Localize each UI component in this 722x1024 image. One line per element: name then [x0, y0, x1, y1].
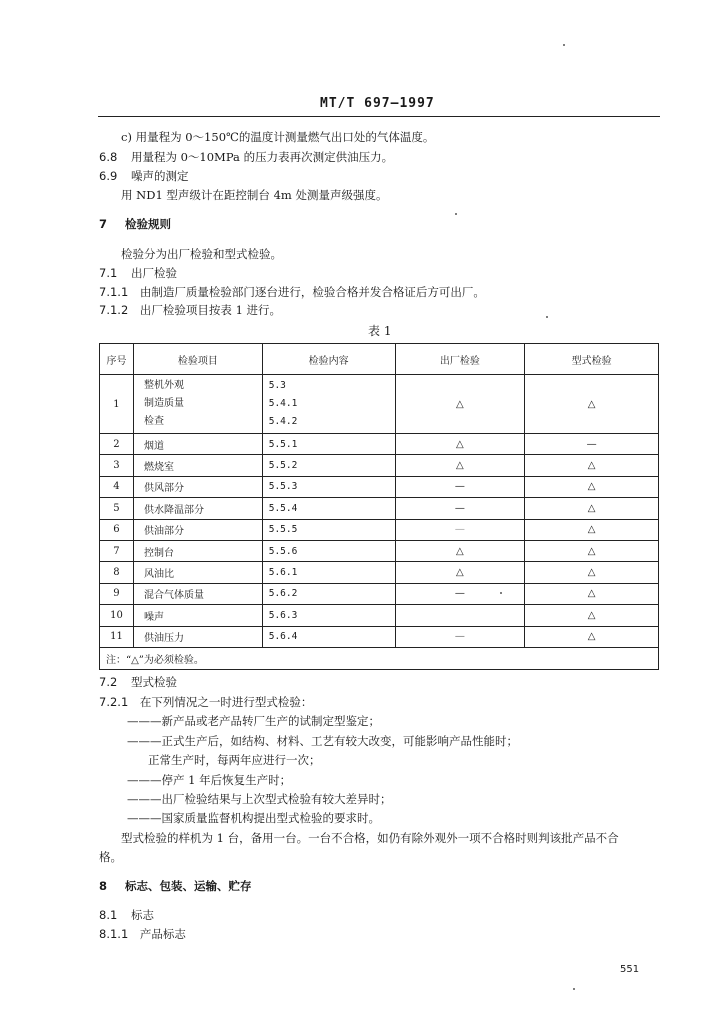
row-no: 1 [100, 375, 134, 434]
table-row [100, 605, 659, 626]
scan-speck [455, 213, 457, 215]
scan-speck [546, 316, 548, 318]
header-type-inspection: 型式检验 [525, 344, 659, 375]
row-ref: 5.5.1 [262, 434, 395, 455]
row-items [133, 375, 262, 434]
clause-text: 由制造厂质量检验部门逐台进行，检验合格并发合格证后方可出厂。 [139, 285, 485, 299]
scan-speck [573, 988, 575, 990]
row-ref: 5.4.2 [268, 416, 298, 427]
row-factory-mark [395, 605, 525, 626]
inspection-table [99, 343, 659, 670]
row-item: 供油压力 [133, 626, 262, 647]
row-type-mark: △ [525, 583, 659, 604]
standard-code-header: MT/T 697—1997 [320, 96, 435, 111]
table-row [100, 562, 659, 583]
header-content: 检验内容 [262, 344, 395, 375]
clause-text: 出厂检验 [130, 266, 177, 280]
row-no: 7 [100, 540, 134, 561]
row-item: 控制台 [133, 540, 262, 561]
scan-speck [563, 44, 565, 46]
clause-number: 7.2 [99, 675, 118, 689]
table-row [100, 476, 659, 497]
section-number: 8 [99, 879, 108, 893]
row-factory-mark: △ [395, 434, 525, 455]
row-factory-mark: — [395, 519, 525, 540]
row-ref: 5.6.2 [262, 583, 395, 604]
clause-number: 6.9 [99, 169, 118, 183]
scan-speck [500, 592, 502, 594]
page-number: 551 [620, 964, 640, 975]
row-factory-mark: — [395, 583, 525, 604]
row-no: 4 [100, 476, 134, 497]
row-factory-mark: △ [395, 540, 525, 561]
row-item: 供水降温部分 [133, 498, 262, 519]
row-item: 风油比 [133, 562, 262, 583]
row-no: 11 [100, 626, 134, 647]
row-item: 整机外观 [143, 380, 184, 391]
row-type-mark: △ [525, 605, 659, 626]
row-ref: 5.6.3 [262, 605, 395, 626]
clause-text: 噪声的测定 [130, 169, 189, 183]
clause-number: 7.1.2 [99, 303, 129, 317]
clause-number: 8.1 [99, 908, 118, 922]
clause-number: 7.1.1 [99, 285, 129, 299]
row-item: 混合气体质量 [133, 583, 262, 604]
row-no: 8 [100, 562, 134, 583]
row-factory-mark: △ [395, 375, 525, 434]
clause-7-1-2 [99, 302, 281, 318]
section-title: 标志、包装、运输、贮存 [125, 879, 252, 893]
row-no: 9 [100, 583, 134, 604]
row-ref: 5.6.4 [262, 626, 395, 647]
row-type-mark: — [525, 434, 659, 455]
table-note-row [100, 647, 659, 669]
section-number: 7 [99, 217, 108, 231]
table-row [100, 540, 659, 561]
row-item: 噪声 [133, 605, 262, 626]
section-7-heading [99, 216, 171, 232]
para-7-2-sample-end: 格。 [99, 850, 122, 864]
row-ref: 5.3 [268, 380, 286, 391]
clause-8-1-1 [99, 926, 186, 942]
clause-text: 在下列情况之一时进行型式检验： [139, 695, 313, 709]
para-7-2-sample: 型式检验的样机为 1 台，备用一台。一台不合格，如仍有除外观外一项不合格时则判该批产品不合 [121, 831, 619, 845]
para-6-7-c: c) 用量程为 0～150℃的温度计测量燃气出口处的气体温度。 [121, 130, 435, 144]
row-factory-mark: — [395, 476, 525, 497]
header-item: 检验项目 [133, 344, 262, 375]
row-ref: 5.5.6 [262, 540, 395, 561]
list-item: ———新产品或老产品转厂生产的试制定型鉴定； [127, 714, 380, 728]
para-7-intro: 检验分为出厂检验和型式检验。 [121, 247, 282, 261]
row-item: 供油部分 [133, 519, 262, 540]
list-item: ———正式生产后，如结构、材料、工艺有较大改变，可能影响产品性能时； [127, 734, 518, 748]
row-item: 烟道 [133, 434, 262, 455]
clause-7-1 [99, 265, 177, 281]
list-item-continuation: 正常生产时，每两年应进行一次； [148, 753, 321, 767]
clause-text: 型式检验 [130, 675, 177, 689]
clause-number: 8.1.1 [99, 927, 129, 941]
row-type-mark: △ [525, 626, 659, 647]
row-ref: 5.5.4 [262, 498, 395, 519]
list-item: ———出厂检验结果与上次型式检验有较大差异时； [127, 792, 392, 806]
row-factory-mark: — [395, 626, 525, 647]
row-type-mark: △ [525, 540, 659, 561]
row-no: 10 [100, 605, 134, 626]
header-no: 序号 [100, 344, 134, 375]
table-row [100, 375, 659, 434]
row-type-mark: △ [525, 455, 659, 476]
row-no: 6 [100, 519, 134, 540]
list-item: ———停产 1 年后恢复生产时； [127, 773, 292, 787]
row-item: 燃烧室 [133, 455, 262, 476]
table-row [100, 626, 659, 647]
row-item: 检查 [143, 416, 164, 427]
clause-text: 出厂检验项目按表 1 进行。 [139, 303, 282, 317]
row-item: 供风部分 [133, 476, 262, 497]
clause-text: 用量程为 0～10MPa 的压力表再次测定供油压力。 [130, 150, 394, 164]
table-row [100, 583, 659, 604]
clause-7-2-1 [99, 694, 312, 710]
clause-7-1-1 [99, 284, 485, 300]
clause-8-1 [99, 907, 154, 923]
row-factory-mark: △ [395, 455, 525, 476]
row-ref: 5.4.1 [268, 398, 298, 409]
section-title: 检验规则 [125, 217, 172, 231]
clause-text: 产品标志 [139, 927, 186, 941]
clause-text: 标志 [130, 908, 154, 922]
table-row [100, 519, 659, 540]
section-8-heading [99, 878, 252, 894]
table-caption: 表 1 [368, 324, 392, 338]
table-row [100, 498, 659, 519]
list-item: ———国家质量监督机构提出型式检验的要求时。 [127, 811, 380, 825]
row-item: 制造质量 [143, 398, 184, 409]
table-row [100, 455, 659, 476]
row-type-mark: △ [525, 562, 659, 583]
clause-6-8 [99, 149, 393, 165]
clause-number: 7.2.1 [99, 695, 129, 709]
clause-number: 6.8 [99, 150, 118, 164]
row-refs [262, 375, 395, 434]
clause-number: 7.1 [99, 266, 118, 280]
row-factory-mark: — [395, 498, 525, 519]
para-6-9-body: 用 ND1 型声级计在距控制台 4m 处测量声级强度。 [121, 188, 388, 202]
row-type-mark: △ [525, 519, 659, 540]
row-ref: 5.5.3 [262, 476, 395, 497]
clause-7-2 [99, 674, 177, 690]
table-note: 注：“△”为必须检验。 [100, 647, 659, 669]
row-factory-mark: △ [395, 562, 525, 583]
table-row [100, 434, 659, 455]
row-no: 5 [100, 498, 134, 519]
row-type-mark: △ [525, 498, 659, 519]
row-no: 3 [100, 455, 134, 476]
header-rule [98, 116, 660, 117]
row-type-mark: △ [525, 476, 659, 497]
row-type-mark: △ [525, 375, 659, 434]
row-ref: 5.5.2 [262, 455, 395, 476]
table-header-row [100, 344, 659, 375]
row-ref: 5.5.5 [262, 519, 395, 540]
header-factory-inspection: 出厂检验 [395, 344, 525, 375]
row-ref: 5.6.1 [262, 562, 395, 583]
clause-6-9 [99, 168, 188, 184]
row-no: 2 [100, 434, 134, 455]
